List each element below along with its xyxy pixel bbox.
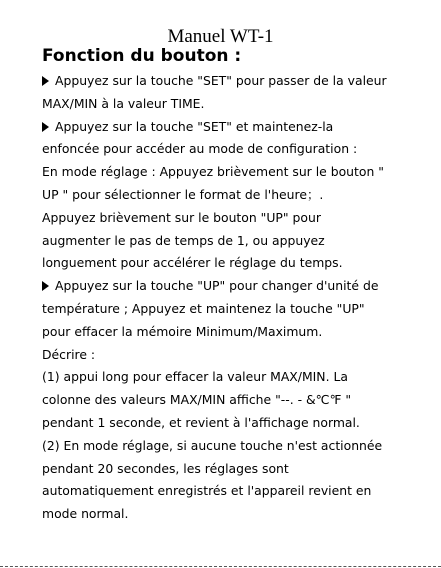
text-line bbox=[42, 275, 434, 298]
triangle-bullet-icon bbox=[42, 122, 49, 132]
text-line bbox=[42, 70, 434, 93]
text-line-content: (1) appui long pour effacer la valeur MAX/MIN. La bbox=[42, 369, 348, 385]
page-bottom-divider bbox=[0, 566, 441, 567]
text-line-content: température ; Appuyez et maintenez la touche "UP" bbox=[42, 300, 365, 316]
text-line bbox=[42, 298, 434, 321]
text-line bbox=[42, 435, 434, 458]
text-line-content: Décrire : bbox=[42, 346, 96, 362]
text-line-content: UP " pour sélectionner le format de l'heure；. bbox=[42, 186, 324, 202]
text-line-content: automatiquement enregistrés et l'appareil revient en bbox=[42, 483, 372, 499]
text-line bbox=[42, 252, 434, 275]
text-line bbox=[42, 116, 434, 139]
text-line bbox=[42, 138, 434, 161]
text-line-content: pour effacer la mémoire Minimum/Maximum. bbox=[42, 323, 323, 339]
text-line bbox=[42, 161, 434, 184]
paragraph-lines bbox=[42, 70, 434, 526]
text-line bbox=[42, 389, 434, 412]
text-line bbox=[42, 503, 434, 526]
text-line-content: longuement pour accélérer le réglage du temps. bbox=[42, 255, 343, 271]
page-body bbox=[42, 44, 434, 526]
text-line bbox=[42, 480, 434, 503]
text-line-content: mode normal. bbox=[42, 506, 129, 522]
text-line bbox=[42, 458, 434, 481]
text-line-content: augmenter le pas de temps de 1, ou appuyez bbox=[42, 232, 325, 248]
text-line bbox=[42, 344, 434, 367]
text-line bbox=[42, 207, 434, 230]
page-header: Manuel WT-1 bbox=[167, 26, 274, 47]
text-line-content: pendant 1 seconde, et revient à l'affichage normal. bbox=[42, 414, 360, 430]
text-line-content: Appuyez sur la touche "SET" pour passer de la valeur bbox=[55, 73, 387, 88]
text-line-content: colonne des valeurs MAX/MIN affiche "--. - &℃℉ " bbox=[42, 392, 352, 408]
text-line bbox=[42, 184, 434, 207]
text-line bbox=[42, 230, 434, 253]
text-line-content: MAX/MIN à la valeur TIME. bbox=[42, 95, 205, 111]
text-line-content: En mode réglage : Appuyez brièvement sur le bouton " bbox=[42, 164, 384, 180]
section-title: Fonction du bouton : bbox=[42, 46, 242, 66]
text-line-content: (2) En mode réglage, si aucune touche n'est actionnée bbox=[42, 437, 383, 453]
text-line bbox=[42, 412, 434, 435]
text-line-content: Appuyez sur la touche "SET" et maintenez-la bbox=[55, 118, 334, 134]
triangle-bullet-icon bbox=[42, 281, 49, 291]
text-line-content: pendant 20 secondes, les réglages sont bbox=[42, 460, 289, 476]
text-line bbox=[42, 321, 434, 344]
text-line bbox=[42, 366, 434, 389]
text-line-content: Appuyez sur la touche "UP" pour changer d'unité de bbox=[55, 278, 379, 294]
triangle-bullet-icon bbox=[42, 76, 49, 86]
text-line-content: Appuyez brièvement sur le bouton "UP" pour bbox=[42, 209, 321, 225]
text-line bbox=[42, 93, 434, 116]
text-line-content: enfoncée pour accéder au mode de configuration : bbox=[42, 141, 358, 157]
